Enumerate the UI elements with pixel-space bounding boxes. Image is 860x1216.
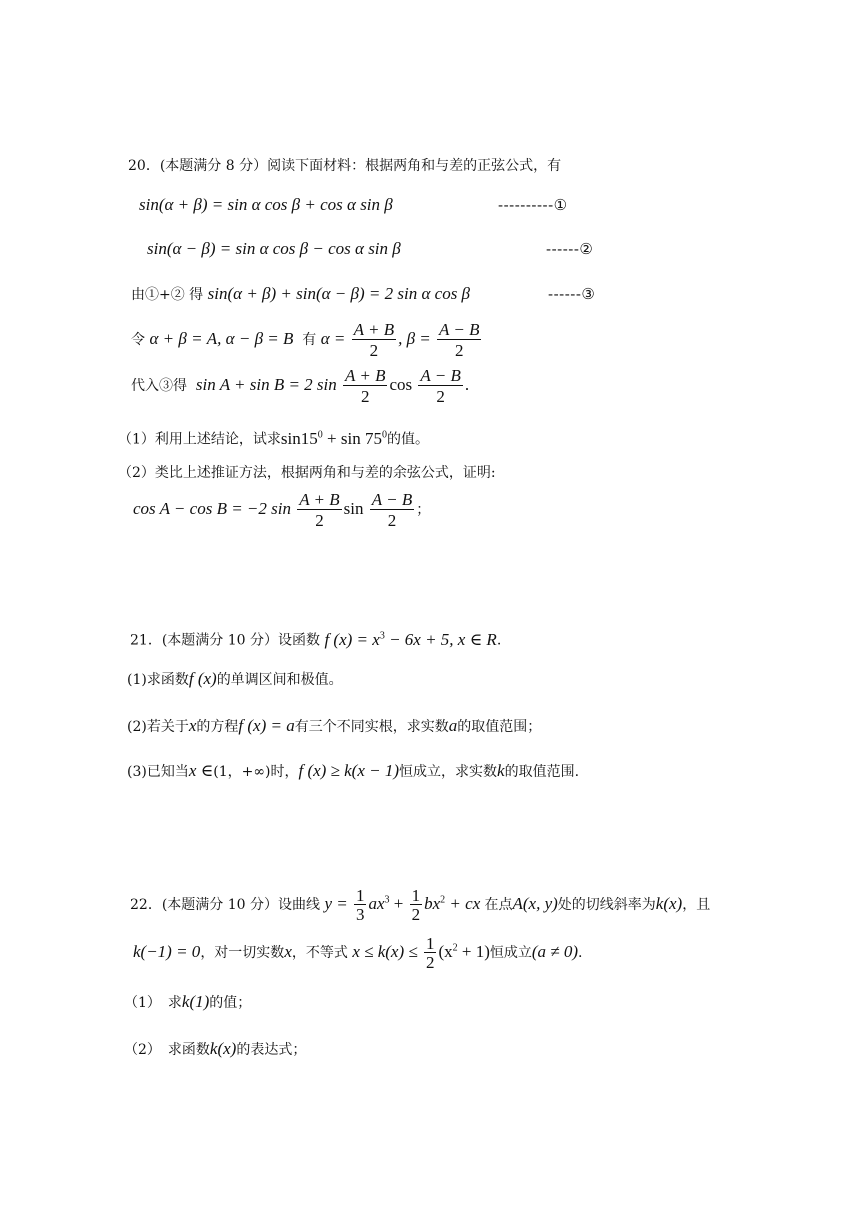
point-a: A(x, y): [512, 893, 558, 913]
kx: k(x): [655, 893, 683, 913]
q21-part-3: (3)已知当x ∈(1，+∞)时，f (x) ≥ k(x − 1)恒成立，求实数k的取值范围.: [127, 761, 580, 780]
fraction-one-half: $\frac{1}{2}$: [425, 934, 435, 972]
q20-part-1: [118, 426, 429, 449]
q20-equation-2: sin(α − β) = sin α cos β − cos α sin β: [147, 239, 401, 258]
part1-expression: $\sin 15^0 + \sin 75^0$: [280, 428, 387, 448]
fraction-diff-over-2: $\frac{A - B}{2}$: [439, 320, 480, 360]
equation-fx-a: f (x) = a: [238, 716, 295, 735]
part1-suffix: 的值。: [386, 431, 429, 448]
part1-prefix: （1）利用上述结论，试求: [118, 431, 281, 448]
q20-part-2-formula: cos A − cos B = −2 sin $\frac{A + B}{2}$ sin $\frac{A - B}{2}$ ；: [133, 490, 431, 530]
kx: k(x): [209, 1039, 237, 1058]
inequality: x ≤ k(x) ≤ $\frac{1}{2}$ $(x^2 + 1)$: [352, 934, 490, 972]
a-var: a: [448, 716, 458, 735]
q20-sum-to-product: [131, 366, 469, 406]
q21-part-1: (1)求函数f (x)的单调区间和极值。: [127, 669, 343, 688]
cos-difference-formula: cos A − cos B = −2 sin $\frac{A + B}{2}$ sin $\frac{A - B}{2}$: [133, 490, 413, 530]
q20-marker-2: ------②: [546, 240, 594, 258]
let-equation: α + β = A, α − β = B: [149, 328, 294, 348]
q20-marker-3: ------③: [548, 285, 596, 303]
let-prefix: 令: [131, 331, 145, 348]
x-in: x ∈: [188, 761, 214, 780]
q20-equation-1: sin(α + β) = sin α cos β + cos α sin β: [139, 195, 393, 214]
k-var: k: [497, 761, 505, 780]
fraction-one-half: $\frac{1}{2}$: [411, 886, 421, 924]
a-nonzero: (a ≠ 0): [531, 941, 579, 961]
have-text: 有: [302, 331, 317, 348]
q20-eq3-formula: sin(α + β) + sin(α − β) = 2 sin α cos β: [207, 284, 471, 303]
q20-header: 20．(本题满分 8 分）阅读下面材料：根据两角和与差的正弦公式，有: [128, 158, 562, 174]
fraction-sum-over-2: $\frac{A + B}{2}$: [299, 490, 340, 530]
inequality-fx-kx: f (x) ≥ k(x − 1): [298, 761, 400, 780]
q20-equation-3: [131, 285, 470, 304]
q20-part-2: （2）类比上述推证方法，根据两角和与差的余弦公式，证明:: [118, 465, 496, 481]
fraction-diff-over-2: $\frac{A - B}{2}$: [420, 366, 461, 406]
fraction-sum-over-2: $\frac{A + B}{2}$: [353, 320, 395, 360]
curve-equation: y = $\frac{1}{3}$ $ax^3$ + $\frac{1}{2}$ $bx^2$ + cx: [324, 886, 481, 924]
q21-header: 21．(本题满分 10 分）设函数 f $(x) = x^3 - 6x + 5$, x ∈ R.: [130, 629, 502, 649]
q22-header: 22．(本题满分 10 分）设曲线 y = $\frac{1}{3}$ $ax^3$ + $\frac{1}{2}$ $bx^2$ + cx 在点A(x, y)处的切线斜率为k(x)，且: [130, 886, 711, 924]
fraction-sum-over-2: $\frac{A + B}{2}$: [345, 366, 386, 406]
alpha-def: α = $\frac{A + B}{2}$ , β = $\frac{A - B}{2}$: [320, 320, 480, 360]
k-neg-one: k(−1) = 0: [133, 941, 201, 961]
q20-eq3-prefix: 由①+② 得: [131, 287, 204, 303]
x-var: x: [284, 941, 292, 961]
q22-condition: k(−1) = 0，对一切实数x，不等式 x ≤ k(x) ≤ $\frac{1}{2}$ $(x^2 + 1)$恒成立(a ≠ 0).: [133, 934, 583, 972]
q20-marker-1: ----------①: [498, 196, 568, 214]
x-var: x: [188, 716, 197, 735]
q22-part-1: （1） 求k(1)的值；: [124, 992, 252, 1011]
q20-substitution-line: [131, 320, 483, 360]
fraction-diff-over-2: $\frac{A - B}{2}$: [371, 490, 413, 530]
substitute-prefix: 代入③得: [131, 377, 187, 394]
fx: f (x): [188, 669, 217, 688]
q22-part-2: （2） 求函数k(x)的表达式；: [124, 1039, 307, 1058]
k-one: k(1): [181, 992, 210, 1011]
fraction-one-third: $\frac{1}{3}$: [355, 886, 365, 924]
q21-header-text: 21．(本题满分 10 分）设函数: [130, 632, 320, 649]
q21-function: f $(x) = x^3 - 6x + 5$, x ∈ R: [324, 629, 497, 649]
sum-to-product-formula: sin A + sin B = 2 sin $\frac{A + B}{2}$ cos $\frac{A - B}{2}$ .: [195, 366, 470, 406]
q21-part-2: (2)若关于x的方程f (x) = a有三个不同实根，求实数a的取值范围；: [127, 716, 542, 735]
